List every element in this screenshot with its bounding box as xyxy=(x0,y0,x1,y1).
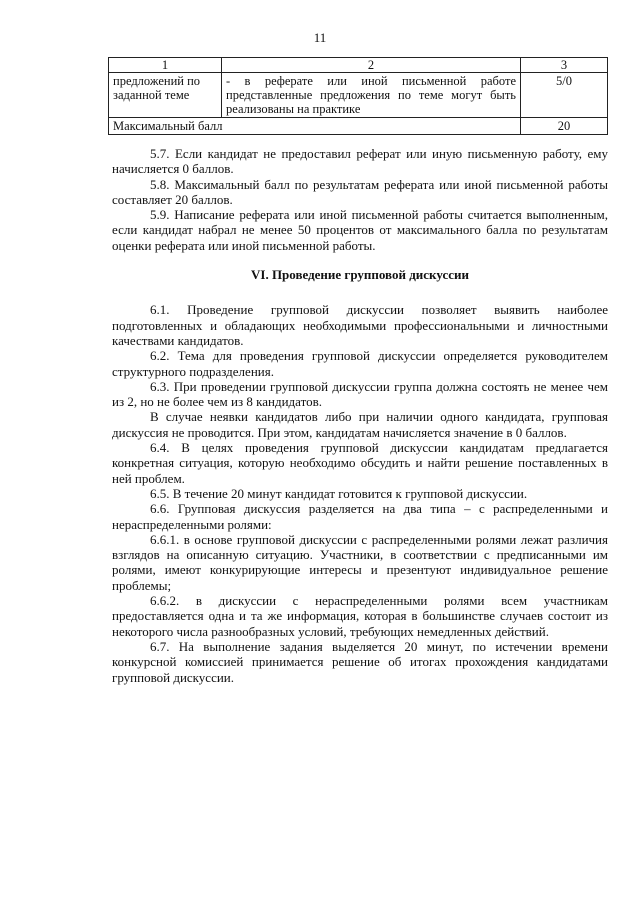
table-cell-criterion: предложений по заданной теме xyxy=(109,73,222,118)
table-header-cell: 1 xyxy=(109,58,222,73)
page-number: 11 xyxy=(313,30,327,45)
table-header-row xyxy=(109,58,608,73)
table-cell-score: 5/0 xyxy=(521,73,608,118)
paragraph: 6.5. В течение 20 минут кандидат готовится к групповой дискуссии. xyxy=(150,485,528,501)
paragraph: 6.6.1. в основе групповой дискуссии с распределенными ролями лежат различия взглядов на описанную ситуацию. Участники, в соответствии с предписанными им ролями, имеют конкурирующие интересы и презентуют индивидуальное решение проблемы; xyxy=(112,531,608,593)
table-cell-description: - в реферате или иной письменной работе представленные предложения по теме могут быть реализованы на практике xyxy=(222,73,521,118)
max-score-value: 20 xyxy=(521,118,608,135)
paragraph: В случае неявки кандидатов либо при наличии одного кандидата, групповая дискуссия не проводится. При этом, кандидатам начисляется значение в 0 баллов. xyxy=(112,409,608,440)
paragraph: 6.1. Проведение групповой дискуссии позволяет выявить наиболее подготовленных и обладающих необходимыми профессиональными и личностными качествами кандидатов. xyxy=(112,302,608,348)
scoring-table xyxy=(108,57,608,135)
paragraph: 6.6. Групповая дискуссия разделяется на два типа – с распределенными и нераспределенными ролями: xyxy=(112,501,608,532)
paragraph: 5.9. Написание реферата или иной письменной работы считается выполненным, если кандидат набрал не менее 50 процентов от максимального балла по результатам оценки реферата или иной письменной работы. xyxy=(112,207,608,253)
section-title: VI. Проведение групповой дискуссии xyxy=(251,267,469,283)
paragraph: 6.6.2. в дискуссии с нераспределенными ролями всем участникам предоставляется одна и та же информация, которая в большинстве случаев состоит из некоторого числа разнообразных условий, требующих немедленных действий. xyxy=(112,593,608,639)
paragraph: 6.3. При проведении групповой дискуссии группа должна состоять не менее чем из 2, но не более чем из 8 кандидатов. xyxy=(112,378,608,410)
table-row xyxy=(109,73,608,118)
max-score-label: Максимальный балл xyxy=(109,118,521,135)
paragraph: 5.8. Максимальный балл по результатам реферата или иной письменной работы составляет 20 баллов. xyxy=(112,176,608,207)
table-header-cell: 3 xyxy=(521,58,608,73)
paragraph: 6.4. В целях проведения групповой дискуссии кандидатам предлагается конкретная ситуация, которую необходимо обсудить и найти решение поставленных в ней проблем. xyxy=(112,440,608,486)
table-row-max xyxy=(109,118,608,135)
paragraph: 6.7. На выполнение задания выделяется 20 минут, по истечении времени конкурсной комиссией принимается решение об итогах прохождения кандидатами групповой дискуссии. xyxy=(112,638,608,685)
paragraph: 5.7. Если кандидат не предоставил реферат или иную письменную работу, ему начисляется 0 баллов. xyxy=(112,146,608,177)
document-body xyxy=(112,146,608,685)
paragraph: 6.2. Тема для проведения групповой дискуссии определяется руководителем структурного подразделения. xyxy=(112,348,608,379)
table-header-cell: 2 xyxy=(222,58,521,73)
